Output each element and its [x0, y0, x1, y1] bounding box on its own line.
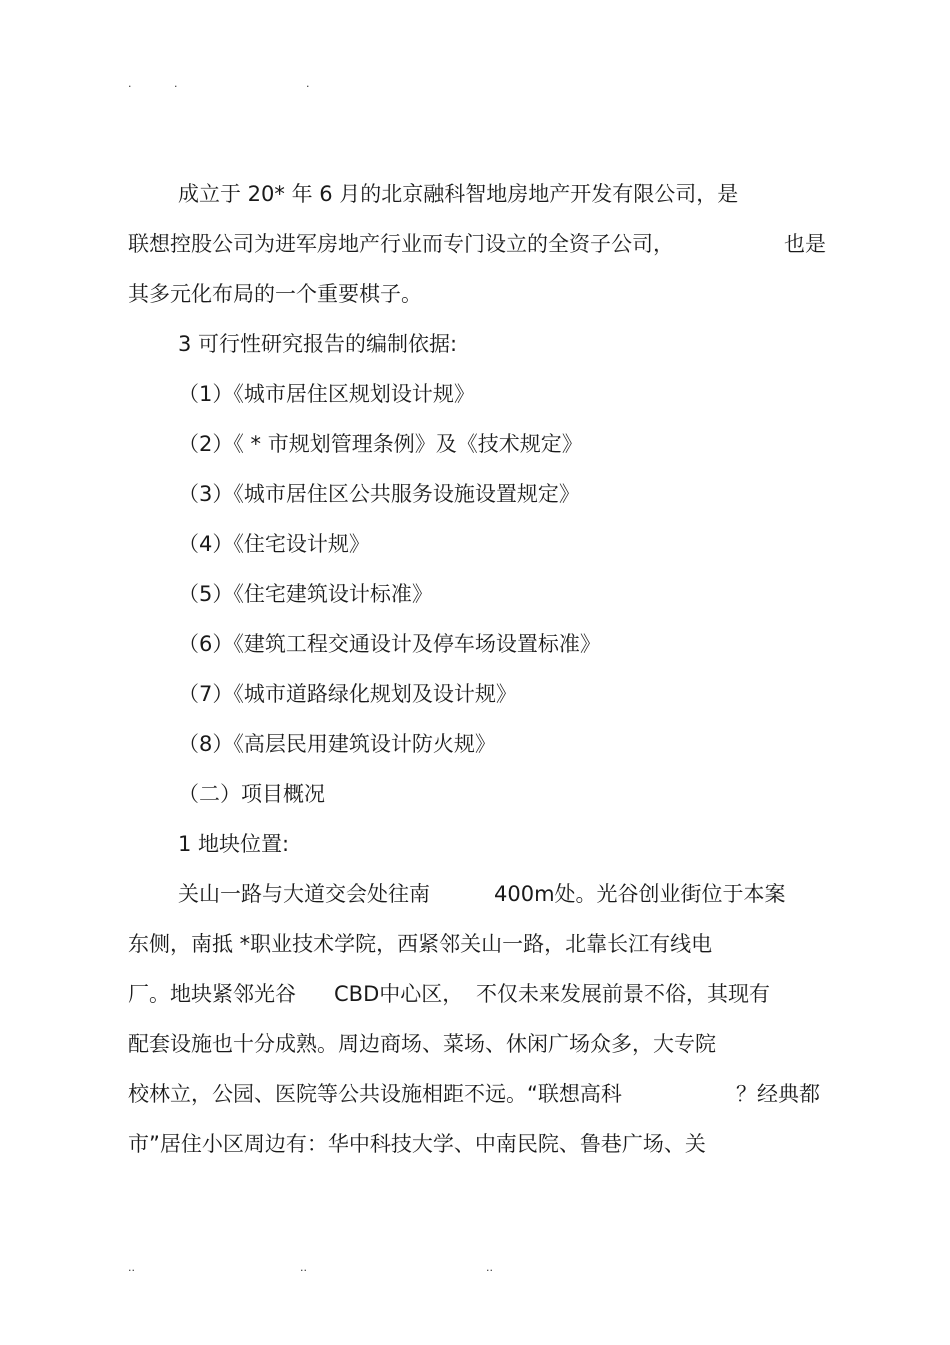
paragraph-line: ？经典都 — [736, 1082, 820, 1106]
paragraph-line: 关山一路与大道交会处往南 — [178, 882, 430, 906]
paragraph-line: 其多元化布局的一个重要棋子。 — [128, 282, 422, 306]
list-item: （5）《住宅建筑设计标准》 — [178, 582, 433, 606]
paragraph-line: 市”居住小区周边有：华中科技大学、中南民院、鲁巷广场、关 — [128, 1132, 706, 1156]
paragraph-line: 也是 — [784, 232, 826, 256]
list-item: （6）《建筑工程交通设计及停车场设置标准》 — [178, 632, 601, 656]
paragraph-line: 成立于 20* 年 6 月的北京融科智地房地产开发有限公司，是 — [178, 182, 739, 206]
header-mark: . — [306, 77, 310, 90]
paragraph-line: CBD中心区， — [334, 982, 464, 1006]
footer-mark: .. — [300, 1261, 307, 1274]
paragraph-line: 东侧，南抵 *职业技术学院，西紧邻关山一路，北靠长江有线电 — [128, 932, 713, 956]
list-item: （8）《高层民用建筑设计防火规》 — [178, 732, 496, 756]
paragraph-line: 联想控股公司为进军房地产行业而专门设立的全资子公司， — [128, 232, 674, 256]
header-mark: . — [174, 77, 178, 90]
section-heading: （二）项目概况 — [178, 782, 325, 806]
section-heading: 3 可行性研究报告的编制依据: — [178, 332, 458, 356]
list-item: （3）《城市居住区公共服务设施设置规定》 — [178, 482, 580, 506]
paragraph-line: 校林立，公园、医院等公共设施相距不远。“联想高科 — [128, 1082, 622, 1106]
header-mark: . — [128, 77, 132, 90]
list-item: （1）《城市居住区规划设计规》 — [178, 382, 475, 406]
paragraph-line: 厂。地块紧邻光谷 — [128, 982, 296, 1006]
list-item: （7）《城市道路绿化规划及设计规》 — [178, 682, 517, 706]
paragraph-line: 不仅未来发展前景不俗，其现有 — [476, 982, 770, 1006]
list-item: （2）《 * 市规划管理条例》及《技术规定》 — [178, 432, 583, 456]
list-item: （4）《住宅设计规》 — [178, 532, 370, 556]
footer-mark: .. — [128, 1261, 135, 1274]
paragraph-line: 400m处。光谷创业街位于本案 — [494, 882, 786, 906]
footer-mark: .. — [486, 1261, 493, 1274]
paragraph-line: 配套设施也十分成熟。周边商场、菜场、休闲广场众多，大专院 — [128, 1032, 716, 1056]
section-heading: 1 地块位置: — [178, 832, 290, 856]
